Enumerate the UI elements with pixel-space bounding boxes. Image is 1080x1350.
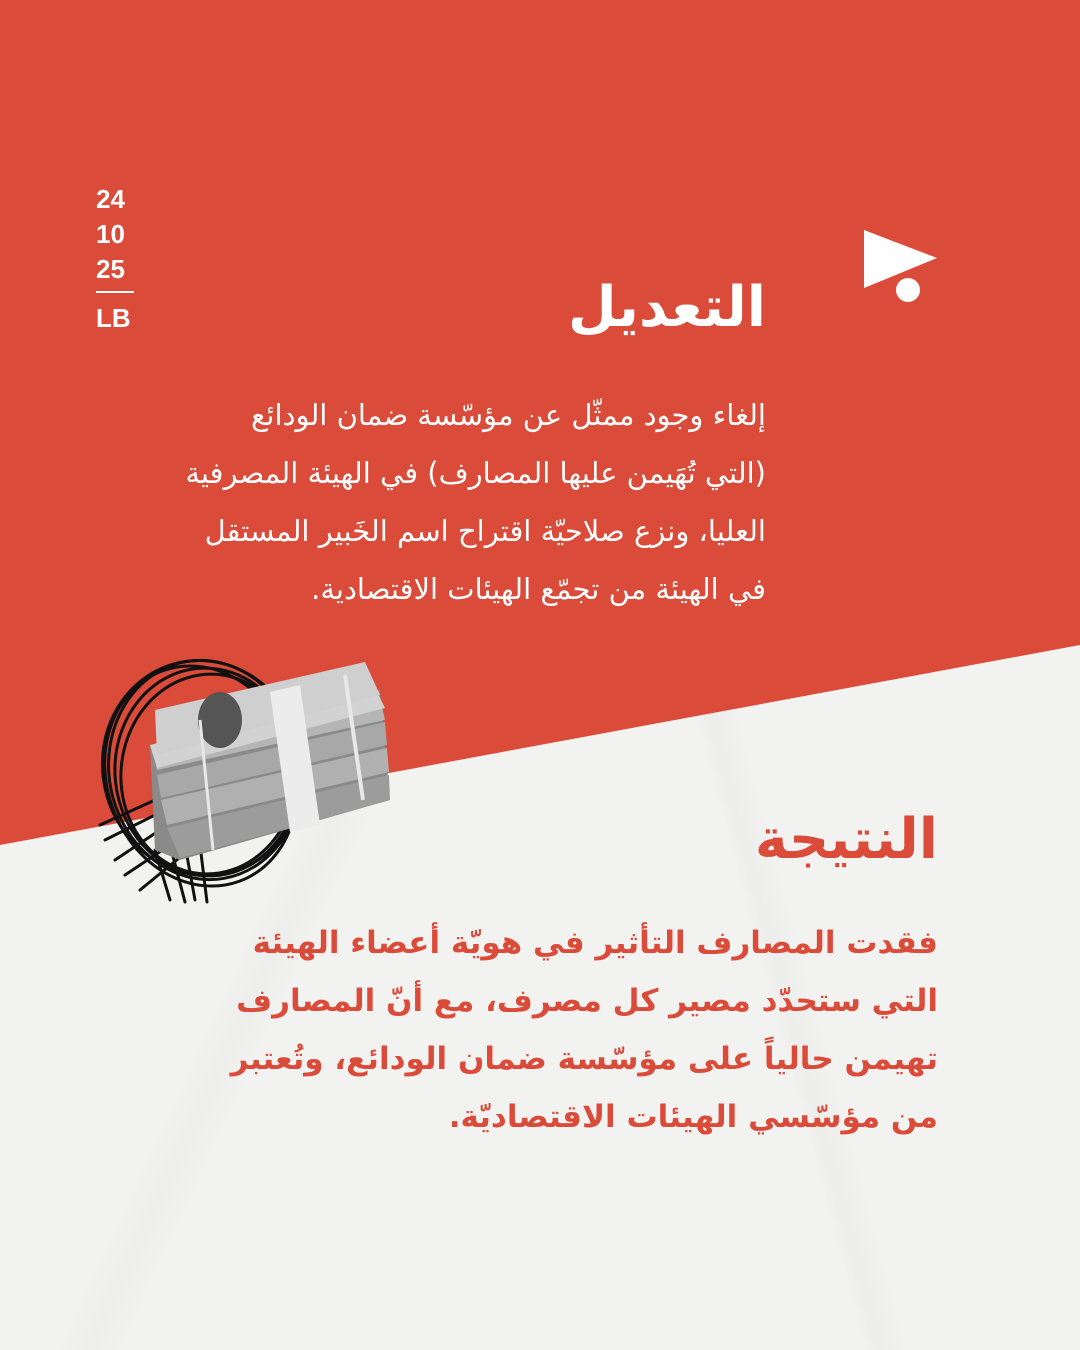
amendment-line: (التي تُهَيمن عليها المصارف) في الهيئة المصرفية (185, 456, 766, 490)
result-line: التي ستحدّد مصير كل مصرف، مع أنّ المصارف (236, 983, 938, 1019)
amendment-line: إلغاء وجود ممثّل عن مؤسّسة ضمان الودائع (251, 398, 766, 432)
result-line: من مؤسّسي الهيئات الاقتصاديّة. (448, 1099, 938, 1135)
brand-logo (862, 226, 940, 306)
money-stack-illustration (95, 650, 405, 910)
result-title: النتيجة (754, 807, 938, 872)
amendment-line: العليا، ونزع صلاحيّة اقتراح اسم الخَبير المستقل (204, 514, 766, 548)
date-divider (96, 291, 134, 293)
date-block (96, 182, 134, 336)
date-day: 24 (96, 184, 125, 214)
play-triangle-dot-icon (862, 226, 940, 306)
result-line: تهيمن حالياً على مؤسّسة ضمان الودائع، وتُعتبر (230, 1041, 938, 1077)
amendment-title: التعديل (567, 275, 766, 340)
amendment-line: في الهيئة من تجمّع الهيئات الاقتصادية. (311, 572, 766, 606)
amendment-text (166, 386, 766, 618)
result-text (230, 914, 938, 1146)
country-code: LB (96, 302, 131, 333)
date-year: 25 (96, 254, 125, 284)
result-line: فقدت المصارف التأثير في هويّة أعضاء الهيئة (252, 925, 938, 961)
date-month: 10 (96, 219, 125, 249)
money-stack-icon (95, 650, 405, 910)
